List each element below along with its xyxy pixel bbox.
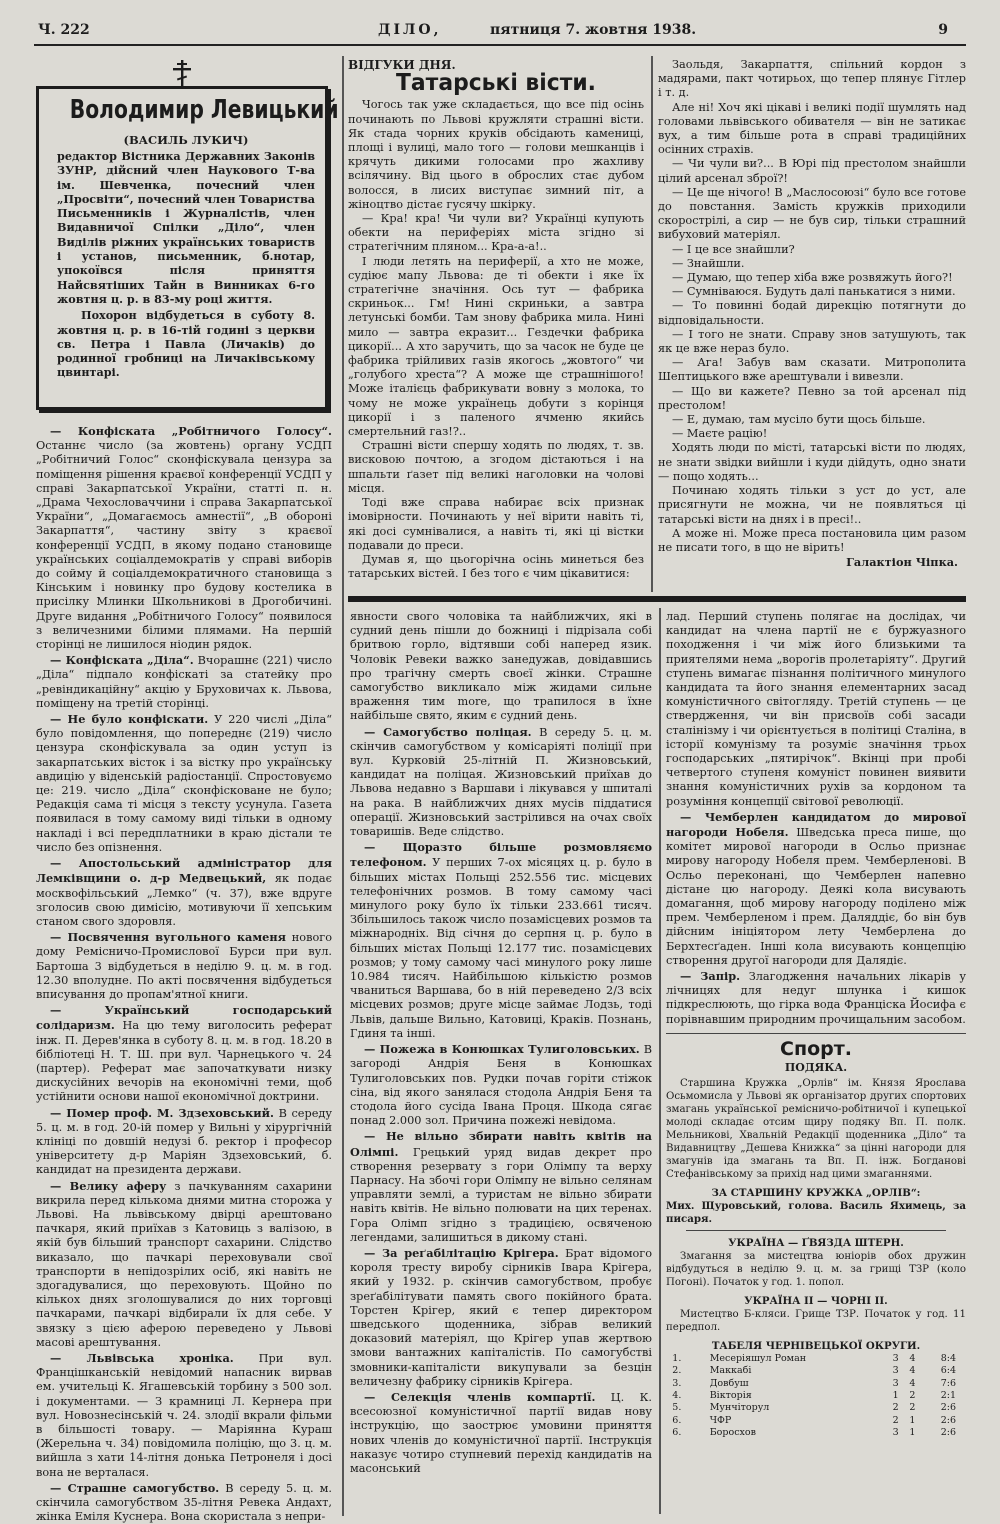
news-item-title: — Не вільно збирати навіть квітів на Олімпі. [350,1129,652,1159]
news-item-title: — Пожежа в Конюшках Тулиголовських. [364,1042,640,1057]
news-item-text: На цю тему виголосить реферат інж. П. Дерев'янка в суботу 8. ц. м. в год. 18.20 в бібліотеці Н. Т. Ш. при вул. Чарнецького ч. 24 (партер). Реферат має започаткувати низку дискусійних вечорів на економічні теми, щоб устійнити основи нашої економічної доктрини. [36,1019,332,1104]
paragraph: Думав я, що цьогорічна осінь минеться без татарських вістей. І без того є чим цікавитися: [348,552,644,581]
table-cell-games: 3 [892,1352,899,1364]
issue-date: пятниця 7. жовтня 1938. [490,22,697,38]
table-cell-pos: 5. [672,1402,682,1414]
table-cell-points: 1 [909,1414,916,1426]
news-item-text: Грецький уряд видав декрет про створення резервату з гори Олімпу та верху Парнасу. На збочі гори Олімпу не вільно селянам управляти землі, а туристам не вільно збирати навіть квітів. Не вільно полювати на цих теренах. Гора Олімп згідно з традицією, освяченою легендами, залишиться в дикому стані. [350,1145,652,1244]
news-item-text: Останнє число (за жовтень) органу УСДП „Робітничий Голос“ сконфіскувала цензура за поміщення рішення краєвої конференції УСДП у справі Закарпатської України, статті п. н. „Драма Чехословаччини і справа Закарпатської України“, „Домагаємось амнестії“, „В обороні Закарпаття“, частину звіту з краєвої конференції УСДП, в якому подано становище українських соціалдемократів у справі виборів до сойму й соціалдемократичного становища з Кінським і новинку про будову костелика в присілку Млинки Школьникові в Дрогобичині. Друге видання „Робітничого Голосу“ появилося з величезними білими плямами. На першій сторінці не лишилося ніодин рядок. [36,439,332,652]
table-cell-points: 2 [909,1402,916,1414]
paragraph: — Думаю, що тепер хіба вже розвяжуть його?! [672,271,953,285]
table-cell-team: Мунчіторул [709,1402,770,1414]
table-cell-points: 1 [909,1427,916,1439]
table-row [666,1390,966,1402]
obituary-alias: (ВАСИЛЬ ЛУКИЧ) [123,133,249,147]
sport-divider [686,1230,946,1231]
news-item [350,725,652,840]
news-item-text: з пачкуванням сахарини викрила перед кількома днями митна сторожа у Львові. На львівському двірці арештовано пачкаря, який приїхав з Катовиць з валізою, в якій був більший транспорт сахарини. Слідство виказало, що пачкарі переховували свої транспорти в непідозрілих осіб, які навіть не здогадувалися, що переховують. Щойно по кількох днях зголошувалися до них торговці пачкарами, пачкарі відбирали їх для себе. У звязку з цією аферою переведено у Львові масові арештування. [36,1179,332,1349]
news-item [36,712,332,855]
match1-text: Змагання за мистецтва юніорів обох дружин відбудуться в неділю 9. ц. м. за грищі ТЗР (коло Погоні). Початок у год. 1. попол. [666,1250,966,1288]
news-item [350,610,652,724]
paragraph: — Кра! кра! Чи чули ви? Українці купують обекти на периферіях міста згідно зі стратегічним пляном... Кра-а-а!.. [348,212,644,254]
paragraph: Чогось так уже складається, що все під осінь починають по Львові кружляти страшні вісти. Як стада чорних круків обсідають камениці, площі і вулиці, мало того — голови мешканців і крячуть дикими голосами про жахливу всілячину. Від цього в обрoслих стає дубом волосся, в лисих виступає зимний піт, а жіноцтво дістає гусячу шкірку. [348,98,644,211]
feature-signature: Галактіон Чіпка. [846,555,958,570]
news-item [36,930,332,1002]
news-item-text: В середу 5. ц. м. скінчив самогубством у комісаріяті поліції при вул. Курковій 25-літній П. Жизновський, кандидат на поліцая. Жизновський приїхав до Львова недавно з Варшави і лікувався у шпиталі на рака. В найближчих днях мусів піддатися операції. Жизновський застрілився на очах своїх товаришів. Веде слідство. [350,725,652,839]
table-cell-points: 4 [909,1365,916,1377]
paragraph: — Е, думаю, там мусіло бути щось більше. [672,413,926,427]
issue-number: Ч. 222 [38,22,90,38]
news-item-text: Шведська преса пише, що комітет мирової нагороди в Осльо признає мирову нагороду Нобеля прем. Чемберленові. В Осльо переконані, що Чемберлен напевно дістане цю нагороду. Деякі кола висувають домагання, щоб мирову нагороду поділено між прем. Чемберленом і прем. Даляддіє, бо він був дійсним ініціятором лету Чемберлена до Берхтесґаден. Інші кола висувають концепцію створення другої нагороди для Далядіє. [666,826,966,967]
paragraph: Ходять люди по місті, татарські вісти по людях, не знати звідки вийшли і куди дійдуть, одно знати — пощо ходять... [658,441,966,483]
table-row [666,1427,966,1439]
section-rule [348,596,966,602]
news-item-title: — Помер проф. М. Здзеховський. [50,1105,274,1120]
news-item-text: Злагодження начальних лікарів у лічницях для недуг шлунка і кишок підкреслюють, що гірка вода Франціска Йосифа є порівнавшим природним прочищальним засобом. [666,970,967,1026]
table-cell-pos: 2. [672,1365,682,1377]
news-item [350,840,652,1041]
table-cell-games: 2 [892,1414,899,1426]
table-cell-pos: 6. [672,1414,682,1426]
column-separator [651,56,653,592]
paragraph: — І того не знати. Справу знов затушують, так як це вже нераз було. [658,327,966,356]
table-cell-team: Месеріяшул Роман [709,1352,807,1364]
paragraph: Тоді вже справа набирає всіх признак імовірности. Починають у неї вірити навіть ті, які досі сумнівалися, а навіть ті, які ці вістки подавали до преси. [348,496,644,552]
news-item [36,1481,332,1524]
paragraph: Страшні вісти спершу ходять по людях, т. зв. висковою почтою, а згодом дістаються і на шпальти ґазет під великі наголовки на чолові місця. [348,439,644,495]
paragraph: — Знайшли. [672,256,745,270]
sport-title: Спорт. [780,1038,852,1061]
page-header [38,22,948,42]
news-item-title: — Конфіската „Діла“. [50,653,194,668]
news-item [350,1042,652,1128]
column-2-news [350,610,652,1514]
paragraph: — То повинні бодай дирекцію потягнути до відповідальности. [658,299,966,327]
news-item [36,424,332,652]
table-cell-pos: 4. [672,1390,682,1402]
news-item [666,969,966,1027]
paragraph: — Це ще нічого! В „Маслосоюзі“ було все готове до повстання. Замість кружків приходили скорострілі, а сир — не був сир, тільки страшний вибуховий матеріял. [658,185,966,242]
table-cell-pos: 1. [672,1352,682,1364]
match2-text: Мистецтво Б-кляси. Грище ТЗР. Початок у год. 11 передпол. [666,1308,966,1333]
news-item-title: — Чемберлен кандидатом до мирової нагороди Нобеля. [666,809,966,840]
table-cell-goals: 2:6 [940,1427,956,1439]
feature-kicker: ВІДГУКИ ДНЯ. [348,58,456,72]
table-cell-goals: 8:4 [940,1352,956,1364]
news-item [36,1003,332,1104]
table-cell-pos: 6. [672,1427,682,1439]
table-cell-goals: 2:1 [940,1390,956,1402]
table-row [666,1415,966,1427]
table-cell-goals: 7:6 [940,1377,956,1389]
table-cell-games: 3 [892,1377,899,1389]
news-item [666,810,966,968]
header-rule [34,44,966,46]
column-3-news [666,610,966,1027]
paragraph: Заольдя, Закарпаття, спільний кордон з мадярами, пакт чотирьох, що тепер плянує Гітлер і т. д. [658,58,966,100]
thanks-text: Старшина Кружка „Орлів“ ім. Князя Ярослава Осьмомисла у Львові як організатор других спортових змагань української ремісничо-робітничої і купецької молоді складає отсим щиру подяку Вп. П. полк. Мельниковi, Хвальній Редакції щоденника „Діло“ та Видавництву „Дешева Книжка“ за цінні нагороди для змагунів ідa змагань та Вп. П. інж. Богданові Стефанівському за прихід над цими змаганнями. [666,1077,966,1180]
signed-names: Мих. Щуровський, голова. Василь Яхимець, за писаря. [666,1199,966,1225]
paragraph: Починаю ходять тільки з уст до уст, але присягнути не можна, чи не появляться ці татарські вісти на днях і в пресі!.. [658,484,966,526]
table-cell-games: 3 [892,1427,899,1439]
news-item-text: В середу 5. ц. м. скінчила самогубством 35-літня Ревека Андахт, жінка Еміля Куснера. Вона скористала з непри- [36,1481,333,1524]
news-item-text: явности свого чоловіка та найближчих, які в судний день пішли до божниці і підрізала собі бритвою горло, відтявши собі наперед язик. Чоловік Ревеки важко занедужав, довідавшись про трагічну смерть своєї жінки. Страшне самогубство викликало між жидами сильне враження тим more, що трапилося в їхне найбільше свято, яким є судний день. [350,610,652,723]
column-separator [342,56,344,1516]
news-item [36,856,332,929]
table-cell-games: 3 [892,1365,899,1377]
paragraph: І люди летять на периферії, а хто не може, судіює мапу Львова: де ті обекти і яке їх стратегічне значіння. Ось тут — фабрика скриньок... Гм! Нині скриньки, а завтра летунські бомби. Там знову фабрика мила. Нині мило — завтра екразит... Гездечки фабрика цикорії... А хто заручить, що за часок не буде це фабрика трійливих газів якогось „жовтого“ чи „голубого хреста“? А може ще страшнішого! Може італієць фабрикувати вовну з молока, то чому не може українець добути з корінця цикорії і з паленого ячменю якийсь смертельний газ!?.. [348,254,644,439]
news-item-text: нового дому Ремісничо-Промислової Бурси при вул. Бартоша 3 відбудеться в неділю 9. ц. м. в год. 12.30 вполудне. По акті посвячення відбудеться вписування до пропам'ятної книги. [36,931,332,1001]
obituary-name: Володимир Левицький [69,95,339,125]
match2-title: УКРАЇНА II — ЧОРНІ II. [744,1294,888,1307]
league-table [666,1353,966,1440]
orthodox-cross-icon [170,60,194,86]
table-cell-games: 1 [892,1390,899,1402]
paragraph: — Чи чули ви?... В Юрі під престолом знайшли цілий арсенал зброї?! [658,157,966,185]
news-item-text: В загороді Андрія Беня в Конюшках Тулиголовських пов. Рудки почав горіти стіжок сіна, від якого занялася стодола Андрія Беня та стодола його сусіда Івана Проця. Шкода сягає понад 2.000 зол. Причина пожежі невідома. [350,1043,653,1128]
column-1-news [36,424,333,1524]
news-item-title: — Не було конфіскати. [50,712,209,727]
table-cell-team: ЧФР [709,1414,732,1426]
table-cell-games: 2 [892,1402,899,1414]
obituary-box [36,86,339,410]
table-row [666,1378,966,1390]
news-item-text: В середу 5. ц. м. в год. 20-ій помер у Вильні у хірургічній клініці по довшій недузі б. ректор і професор університету д-р Маріян Здзеховський, б. кандидат на президента держави. [36,1106,333,1177]
news-item-title: — Запір. [680,969,741,984]
news-item [350,1246,652,1389]
page-number: 9 [938,22,948,38]
news-item [36,653,332,711]
news-item-title: — Самогубство поліцая. [364,724,532,739]
news-item-title: — За реґабілітацію Крігера. [364,1245,559,1260]
news-item-title: — Страшне самогубство. [50,1480,220,1495]
table-cell-goals: 2:6 [940,1414,956,1426]
paragraph: Але ні! Хоч які цікаві і великі події шумлять над головами львівського обивателя — він не затикає вух, а тим більше рота в справі традиційних осінних страхів. [658,100,966,157]
news-item-title: — Український господарський солідаризм. [36,1003,332,1033]
news-item-title: — Львівська хроніка. [50,1351,234,1365]
news-item [36,1106,332,1178]
paragraph: А може ні. Може преса постановила цим разом не писати того, в що не вірить! [658,526,966,554]
paragraph: — Сумніваюся. Будуть далі панькатися з ними. [672,285,956,299]
table-cell-goals: 6:4 [940,1365,956,1377]
paragraph: — Ага! Забув вам сказати. Митрополита Шептицького вже арештували і вивезли. [658,356,966,384]
news-item [36,1179,332,1350]
news-item-title: — Апостольський адміністратор для Лемківщини о. д-р Медвецький, [36,856,332,886]
feature-article [348,58,644,592]
sport-rule [666,1033,966,1035]
paragraph: — Маєте рацію! [672,427,768,441]
news-item-text: Ц. К. всесоюзної комуністичної партії видав нову інструкцію, що заострює умовини приняття нових членів до комуністичної партії. Інструкція наказує чотиро ступневий перехід кандидатів на масонський [350,1390,652,1475]
obituary-body: редактор Вістника Державних Законів ЗУНР, дійсний член Наукового Т-ва ім. Шевченка, почесний член „Просвіти“, почесний член Товариства Письменників і Журналістів, член Видавничої Спілки „Діло“, член Виділів ріжних українських товариств і установ, письменник, б.нотар, упокоївся після приняття Найсвятіших Тайн в Винниках 6-го жовтня ц. р. в 83-му році життя. [57,149,315,306]
news-item [666,610,966,809]
column-3-lower [666,610,966,1514]
table-cell-points: 2 [909,1390,916,1402]
news-item-title: — Посвячення вугольного каменя [50,930,286,945]
feature-paragraphs [348,98,644,581]
news-item [36,1351,332,1480]
news-item-text: як подає москвофільський „Лемко“ (ч. 37), вже вдруге зголосив свою димісію, мотивуючи її хепським станом свого здоровля. [36,872,332,928]
feature-dialogue [658,58,966,555]
table-cell-points: 4 [909,1352,916,1364]
masthead: ДІЛО, [378,22,442,38]
news-item [350,1129,652,1245]
table-cell-team: Вікторія [709,1390,752,1402]
news-item-text: У 220 числі „Діла“ було повідомлення, що попереднє (219) число цензура сконфіскувала за один уступ із закарпатських вісток і за вістку про українську авдицію у віденській радіостанції. Спростовуємо це: 219. число „Діла“ сконфісковане не було; Редакція сама ті місця з тексту усунула. Газета появилася в тому самому виді тільки в одному накладі і всі передплатники в краю дістали те число без опізнення. [36,713,333,854]
table-cell-team: Боросхов [709,1427,756,1439]
table-row [666,1353,966,1365]
feature-title: Татарські вісти. [396,70,596,97]
table-cell-team: Довбуш [709,1377,749,1389]
news-item-text: Брат відомого короля тресту виробу сірників Івара Крігера, який у 1932. р. скінчив самогубством, пробує зреґабілітувати память свого покійного брата. Торстен Крігер, який є тепер директором шведського щоденника, зібрав великий доказовий матеріял, що Крігер упав жертвою змови вантажних капіталістів. По самогубстві змовники-капіталісти викупували за безцін величезну фабрику сірників Крігера. [350,1246,652,1388]
match1-title: УКРАЇНА — ҐВЯЗДА ШТЕРН. [728,1236,904,1249]
table-cell-pos: 3. [672,1377,682,1389]
table-title: ТАБЕЛЯ ЧЕРНІВЕЦЬКОЇ ОКРУГИ. [711,1339,921,1352]
news-item-text: У перших 7-ох місяцях ц. р. було в більших містах Польщі 252.556 тис. місцевих телефонічних розмов. В тому самому часі минулого року було їх тільки 233.661 тисяч. Збільшилось також число позамісцевих розмов та міжнародніх. Від січня до серпня ц. р. було в більших містах Польщі 12.177 тис. позамісцевих розмов; у тому самому часі минулого року лише 10.984 тисяч. Найбільшою кількістю розмов чваниться Варшава, бо в ній переведено 2/3 всіх місцевих розмов; друге місце займає Лодзь, тоді Львів, дальше Вильно, Катовиці, Краків. Познань, Гдиня та інші. [350,856,652,1040]
news-item-title: — Щоразто більше розмовляємо телефоном. [350,840,652,870]
table-cell-goals: 2:6 [940,1402,956,1414]
news-item-text: лад. Перший ступень полягає на дослідах, чи кандидат на члена партії не є буржуазного походження і чи між його близькими та приятелями нема „ворогів пролетаріяту“. Другий ступень вимагає пізнання політичного минулого кандидата та його знання елементарних засад комуністичного світогляду. Третій ступень — це ствердження, чи він присвоїв собі засади сталінізму і чи орієнтується в політиці Сталіна, в історії комунізму та розуміє значіння трьох господарських „пятирічок“. Вкінці при пробі четвертого ступеня комуніст повинен виявити знання комуністичних рухів за кордоном та розуміння концепції світової революції. [666,610,966,808]
news-item-title: — Селекція членів компартії. [364,1389,596,1404]
paragraph: — І це все знайшли? [672,242,795,256]
table-row [666,1402,966,1414]
column-separator [659,608,661,1514]
table-row [666,1365,966,1377]
news-item-title: — Конфіската „Робітничого Голосу“. [50,424,332,438]
news-item-title: — Велику аферу [50,1178,167,1193]
feature-continuation [658,58,966,592]
news-item [350,1390,652,1476]
table-cell-points: 4 [909,1377,916,1389]
signed-title: ЗА СТАРШИНУ КРУЖКА „ОРЛІВ“: [711,1186,921,1199]
obituary-funeral: Похорон відбудеться в суботу 8. жовтня ц. р. в 16-тій годині з церкви св. Петра і Павла (Личаків) до родинної гробниці на Личаківському цвинтарі. [57,308,315,380]
paragraph: — Що ви кажете? Певно за той арсенал під престолом! [658,384,966,412]
news-item-text: Вчорашнє (221) число „Діла“ підпало конфіскаті за статейку про „ревіндикаційну“ акцію у Бруховичах к. Львова, поміщену на третій сторінці. [36,654,332,710]
thanks-title: ПОДЯКА. [784,1060,848,1074]
table-cell-team: Маккабі [709,1365,752,1377]
news-item-text: При вул. Францішканській невідомий напасник вирвав ем. учительці К. Ягашевській торбину з 500 зол. і документами. — З крамниці Л. Кернера при вул. Новознесінській ч. 24. злодії вкрали фільми в більшості товару. — Маріянна Кураш (Жерельна ч. 34) повідомила поліцію, що 3. ц. м. вийшла з хати 14-літня донька Петронеля і досі вона не верталася. [36,1352,332,1479]
